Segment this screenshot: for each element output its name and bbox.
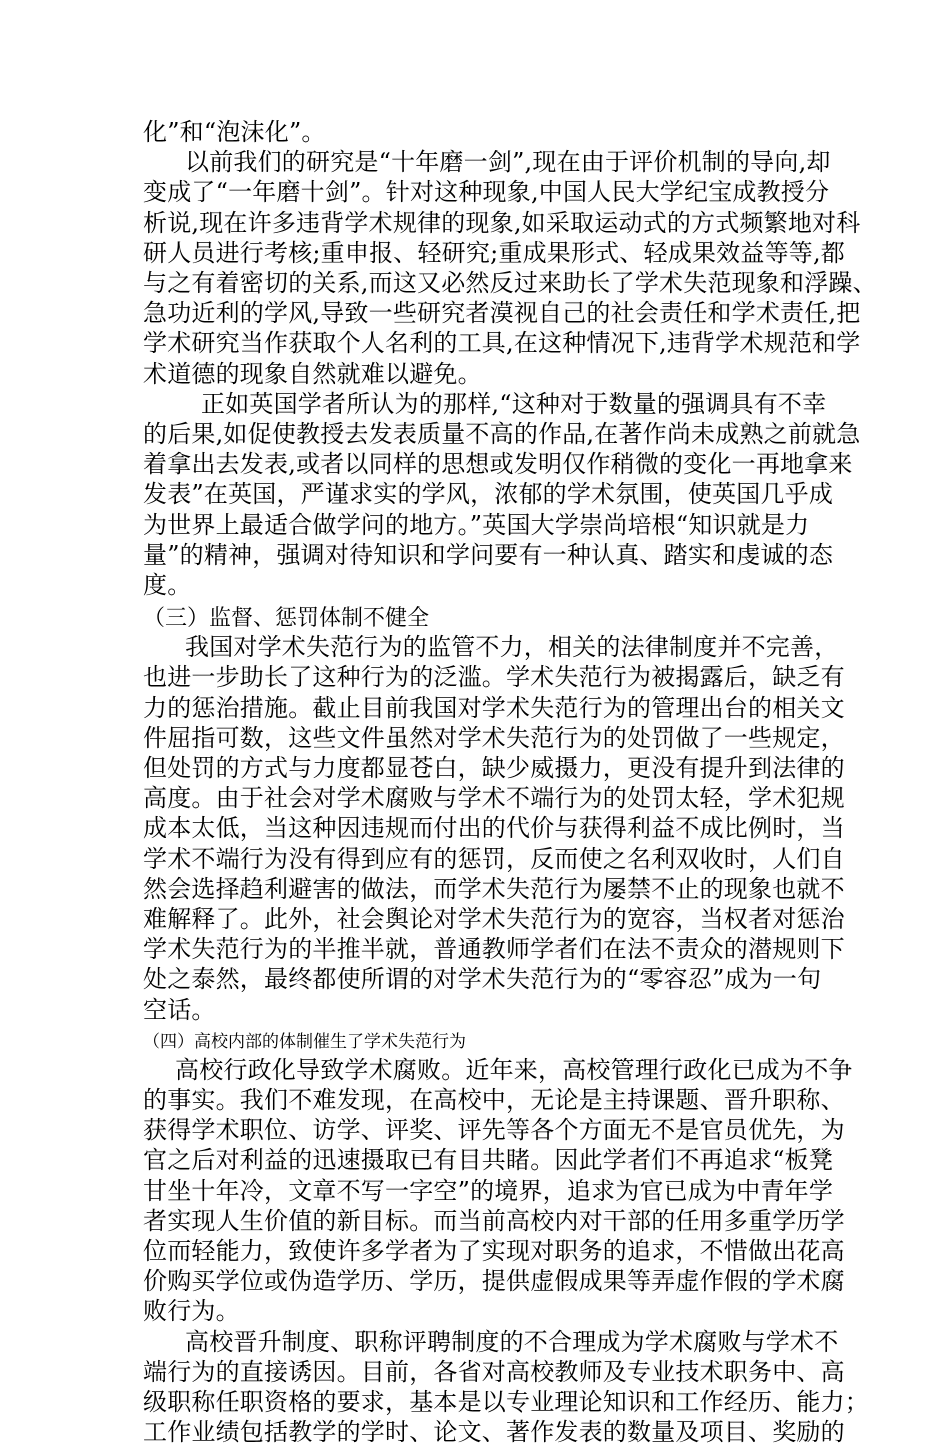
text-line: 以前我们的研究是“十年磨一剑”,现在由于评价机制的导向,却 <box>185 148 831 176</box>
text-line: 级职称任职资格的要求，基本是以专业理论知识和工作经历、能力； <box>143 1388 869 1416</box>
text-line: 为世界上最适合做学问的地方。”英国大学崇尚培根“知识就是力 <box>143 511 810 539</box>
text-line: 但处罚的方式与力度都显苍白，缺少威摄力，更没有提升到法律的 <box>143 754 845 782</box>
text-line: 甘坐十年冷，文章不写一字空”的境界，追求为官已成为中青年学 <box>143 1177 834 1205</box>
text-line: 者实现人生价值的新目标。而当前高校内对干部的任用多重学历学 <box>143 1207 845 1235</box>
text-line: 高校晋升制度、职称评聘制度的不合理成为学术腐败与学术不 <box>185 1328 839 1356</box>
text-line: 价购买学位或伪造学历、学历，提供虚假成果等弄虚作假的学术腐 <box>143 1267 845 1295</box>
text-line: 的后果,如促使教授去发表质量不高的作品,在著作尚未成熟之前就急 <box>143 420 861 448</box>
text-line: 与之有着密切的关系,而这又必然反过来助长了学术失范现象和浮躁、 <box>143 269 877 297</box>
text-line: 处之泰然，最终都使所谓的对学术失范行为的“零容忍”成为一句 <box>143 965 822 993</box>
text-line: 研人员进行考核;重申报、轻研究;重成果形式、轻成果效益等等,都 <box>143 239 845 267</box>
text-line: 我国对学术失范行为的监管不力，相关的法律制度并不完善， <box>185 633 839 661</box>
text-line: 急功近利的学风,导致一些研究者漠视自己的社会责任和学术责任,把 <box>143 299 861 327</box>
text-line: 败行为。 <box>143 1297 240 1325</box>
text-line: 获得学术职位、访学、评奖、评先等各个方面无不是官员优先，为 <box>143 1116 845 1144</box>
text-line: 学术失范行为的半推半就，普通教师学者们在法不责众的潜规则下 <box>143 935 845 963</box>
text-line: 力的惩治措施。截止目前我国对学术失范行为的管理出台的相关文 <box>143 694 845 722</box>
text-line: 成本太低，当这种因违规而付出的代价与获得利益不成比例时，当 <box>143 814 845 842</box>
section-heading: （三）监督、惩罚体制不健全 <box>143 606 430 632</box>
text-line: 学术不端行为没有得到应有的惩罚，反而使之名利双收时，人们自 <box>143 845 845 873</box>
text-line: 然会选择趋利避害的做法，而学术失范行为屡禁不止的现象也就不 <box>143 875 845 903</box>
text-line: 高校行政化导致学术腐败。近年来，高校管理行政化已成为不争 <box>175 1056 853 1084</box>
text-line: 件屈指可数，这些文件虽然对学术失范行为的处罚做了一些规定， <box>143 724 845 752</box>
text-line: 析说,现在许多违背学术规律的现象,如采取运动式的方式频繁地对科 <box>143 209 861 237</box>
text-line: 高度。由于社会对学术腐败与学术不端行为的处罚太轻，学术犯规 <box>143 784 845 812</box>
text-line: 官之后对利益的迅速摄取已有目共睹。因此学者们不再追求“板凳 <box>143 1146 834 1174</box>
text-line: 量”的精神，强调对待知识和学问要有一种认真、踏实和虔诚的态 <box>143 541 834 569</box>
text-line: 化”和“泡沫化”。 <box>143 118 326 146</box>
text-line: 难解释了。此外，社会舆论对学术失范行为的宽容，当权者对惩治 <box>143 905 845 933</box>
text-line: 术道德的现象自然就难以避免。 <box>143 360 482 388</box>
text-line: 空话。 <box>143 996 216 1024</box>
section-heading: （四）高校内部的体制催生了学术失范行为 <box>143 1031 466 1052</box>
text-line: 端行为的直接诱因。目前，各省对高校教师及专业技术职务中、高 <box>143 1358 845 1386</box>
text-line: 的事实。我们不难发现，在高校中，无论是主持课题、晋升职称、 <box>143 1086 845 1114</box>
text-line: 变成了“一年磨十剑”。针对这种现象,中国人民大学纪宝成教授分 <box>143 178 830 206</box>
text-line: 度。 <box>143 571 192 599</box>
text-line: 正如英国学者所认为的那样,“这种对于数量的强调具有不幸 <box>201 390 827 418</box>
text-line: 工作业绩包括教学的学时、论文、著作发表的数量及项目、奖励的 <box>143 1418 845 1446</box>
text-line: 也进一步助长了这种行为的泛滥。学术失范行为被揭露后，缺乏有 <box>143 663 845 691</box>
text-line: 位而轻能力，致使许多学者为了实现对职务的追求，不惜做出花高 <box>143 1237 845 1265</box>
text-line: 发表”在英国，严谨求实的学风，浓郁的学术氛围，使英国几乎成 <box>143 480 834 508</box>
text-line: 着拿出去发表,或者以同样的思想或发明仅作稍微的变化一再地拿来 <box>143 450 853 478</box>
text-line: 学术研究当作获取个人名利的工具,在这种情况下,违背学术规范和学 <box>143 329 861 357</box>
